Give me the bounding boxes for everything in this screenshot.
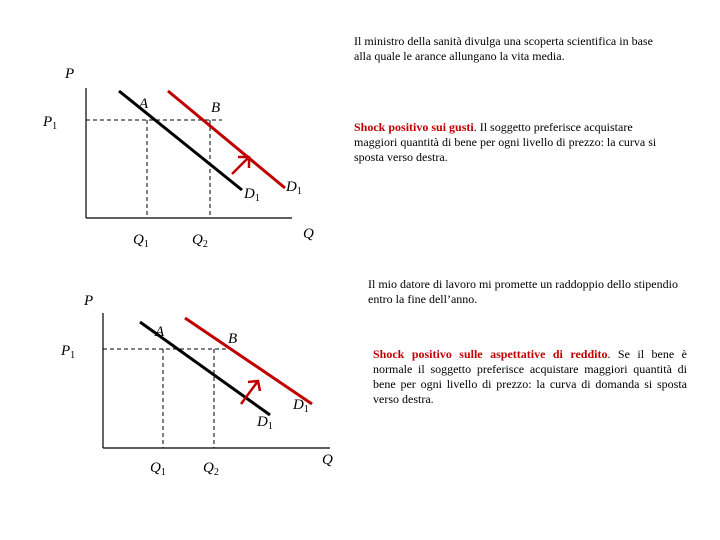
panel1-q-axis-label: Q — [303, 226, 314, 242]
panel1-note-title: Shock positivo sui gusti — [354, 120, 474, 134]
panel1-demand-curve-new — [168, 91, 285, 188]
panel1-note — [354, 120, 668, 165]
panel2-p1-label: $P_1$ — [61, 343, 76, 361]
panel1-diagram — [86, 88, 292, 218]
panel1-q2-label: $Q_2$ — [192, 232, 208, 250]
panel2-demand-new-label: $D_1$ — [293, 397, 309, 415]
panel2-q1-label: $Q_1$ — [150, 460, 166, 478]
panel2-caption: Il mio datore di lavoro mi promette un raddoppio dello stipendio entro la fine dell’anno. — [368, 277, 678, 306]
panel1-p-axis-label: P — [65, 66, 75, 82]
panel1-demand-curve-old — [119, 91, 242, 190]
panel1-shift-arrow — [232, 157, 249, 174]
panel1-point-b-label: B — [211, 100, 221, 116]
panel2-point-a-label: A — [155, 324, 165, 340]
panel1-demand-old-label: $D_1$ — [244, 186, 260, 204]
panel2-note — [373, 347, 687, 407]
panel2-diagram — [103, 313, 330, 448]
panel1-q1-label: $Q_1$ — [133, 232, 149, 250]
panel1-note-text: . Il soggetto preferisce acquistare maggiori quantità di bene per ogni livello di prezzo: la curva si sposta verso destra. — [354, 120, 657, 164]
panel1-demand-new-label: $D_1$ — [286, 179, 302, 197]
panel2-p-axis-label: P — [84, 293, 94, 309]
panel1-point-a-label: A — [139, 96, 149, 112]
panel2-demand-old-label: $D_1$ — [257, 414, 273, 432]
panel2-q2-label: $Q_2$ — [203, 460, 219, 478]
panel2-note-text: . Se il bene è normale il soggetto preferisce acquistare maggiori quantità di bene per ogni livello di prezzo: la curva di domanda si sposta verso destra. — [373, 347, 687, 406]
panel1-caption: Il ministro della sanità divulga una scoperta scientifica in base alla quale le arance allungano la vita media. — [354, 34, 653, 63]
panel2-q-axis-label: Q — [322, 452, 333, 468]
panel2-point-b-label: B — [228, 331, 238, 347]
panel2-demand-curve-new — [185, 318, 312, 404]
panel1-p1-label: $P_1$ — [43, 114, 58, 132]
panel2-note-title: Shock positivo sulle aspettative di reddito — [373, 347, 608, 361]
